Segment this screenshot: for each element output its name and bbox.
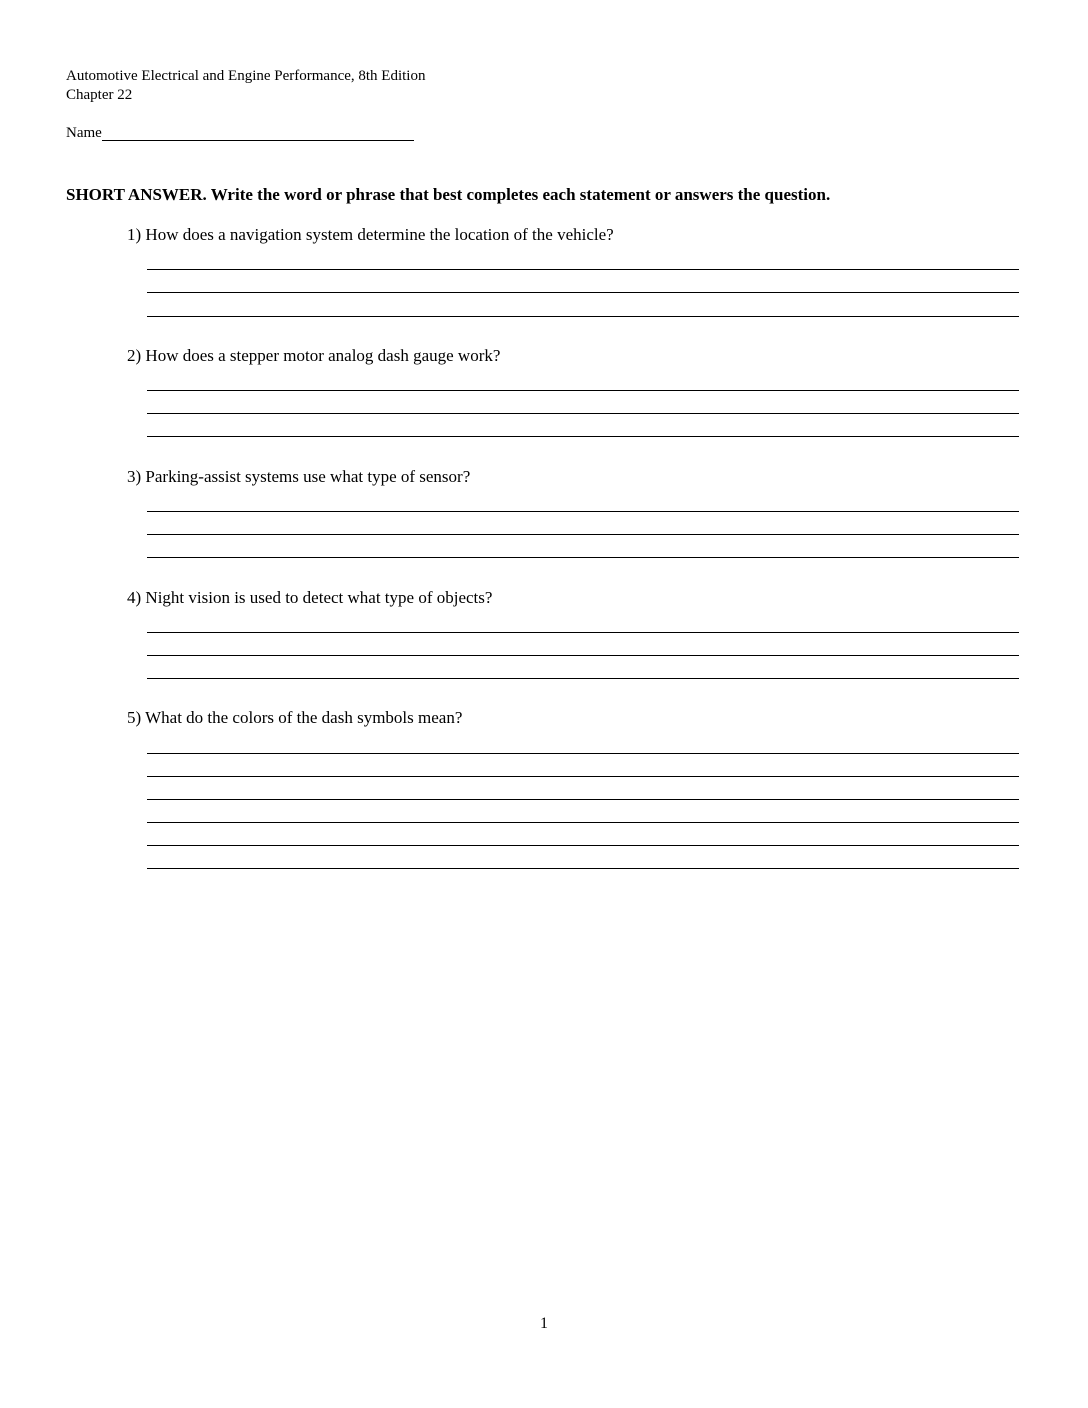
question-3 xyxy=(127,466,1019,487)
answer-line[interactable] xyxy=(147,678,1019,679)
section-instructions: SHORT ANSWER. Write the word or phrase that best completes each statement or answers the question. xyxy=(66,185,831,204)
question-5 xyxy=(127,707,1019,728)
question-text: 4) Night vision is used to detect what type of objects? xyxy=(127,588,493,607)
answer-line[interactable] xyxy=(147,413,1019,414)
answer-line[interactable] xyxy=(147,753,1019,754)
question-text: 3) Parking-assist systems use what type of sensor? xyxy=(127,467,471,486)
answer-line[interactable] xyxy=(147,845,1019,846)
question-text: 5) What do the colors of the dash symbols mean? xyxy=(127,708,463,727)
answer-line[interactable] xyxy=(147,776,1019,777)
name-field[interactable] xyxy=(102,140,414,141)
document-header xyxy=(66,67,425,105)
answer-line[interactable] xyxy=(147,632,1019,633)
question-4 xyxy=(127,587,1019,608)
answer-line[interactable] xyxy=(147,316,1019,317)
name-row xyxy=(66,124,414,143)
name-label: Name xyxy=(66,125,102,141)
question-2 xyxy=(127,345,1019,366)
answer-line[interactable] xyxy=(147,436,1019,437)
question-1 xyxy=(127,224,1019,245)
answer-line[interactable] xyxy=(147,799,1019,800)
question-text: 1) How does a navigation system determine the location of the vehicle? xyxy=(127,225,614,244)
question-text: 2) How does a stepper motor analog dash gauge work? xyxy=(127,346,501,365)
answer-line[interactable] xyxy=(147,557,1019,558)
answer-line[interactable] xyxy=(147,868,1019,869)
answer-line[interactable] xyxy=(147,655,1019,656)
answer-line[interactable] xyxy=(147,534,1019,535)
answer-line[interactable] xyxy=(147,390,1019,391)
answer-line[interactable] xyxy=(147,511,1019,512)
page-number: 1 xyxy=(540,1315,548,1332)
chapter-label: Chapter 22 xyxy=(66,87,133,103)
answer-line[interactable] xyxy=(147,269,1019,270)
answer-line[interactable] xyxy=(147,292,1019,293)
book-title: Automotive Electrical and Engine Performance, 8th Edition xyxy=(66,68,426,84)
answer-line[interactable] xyxy=(147,822,1019,823)
